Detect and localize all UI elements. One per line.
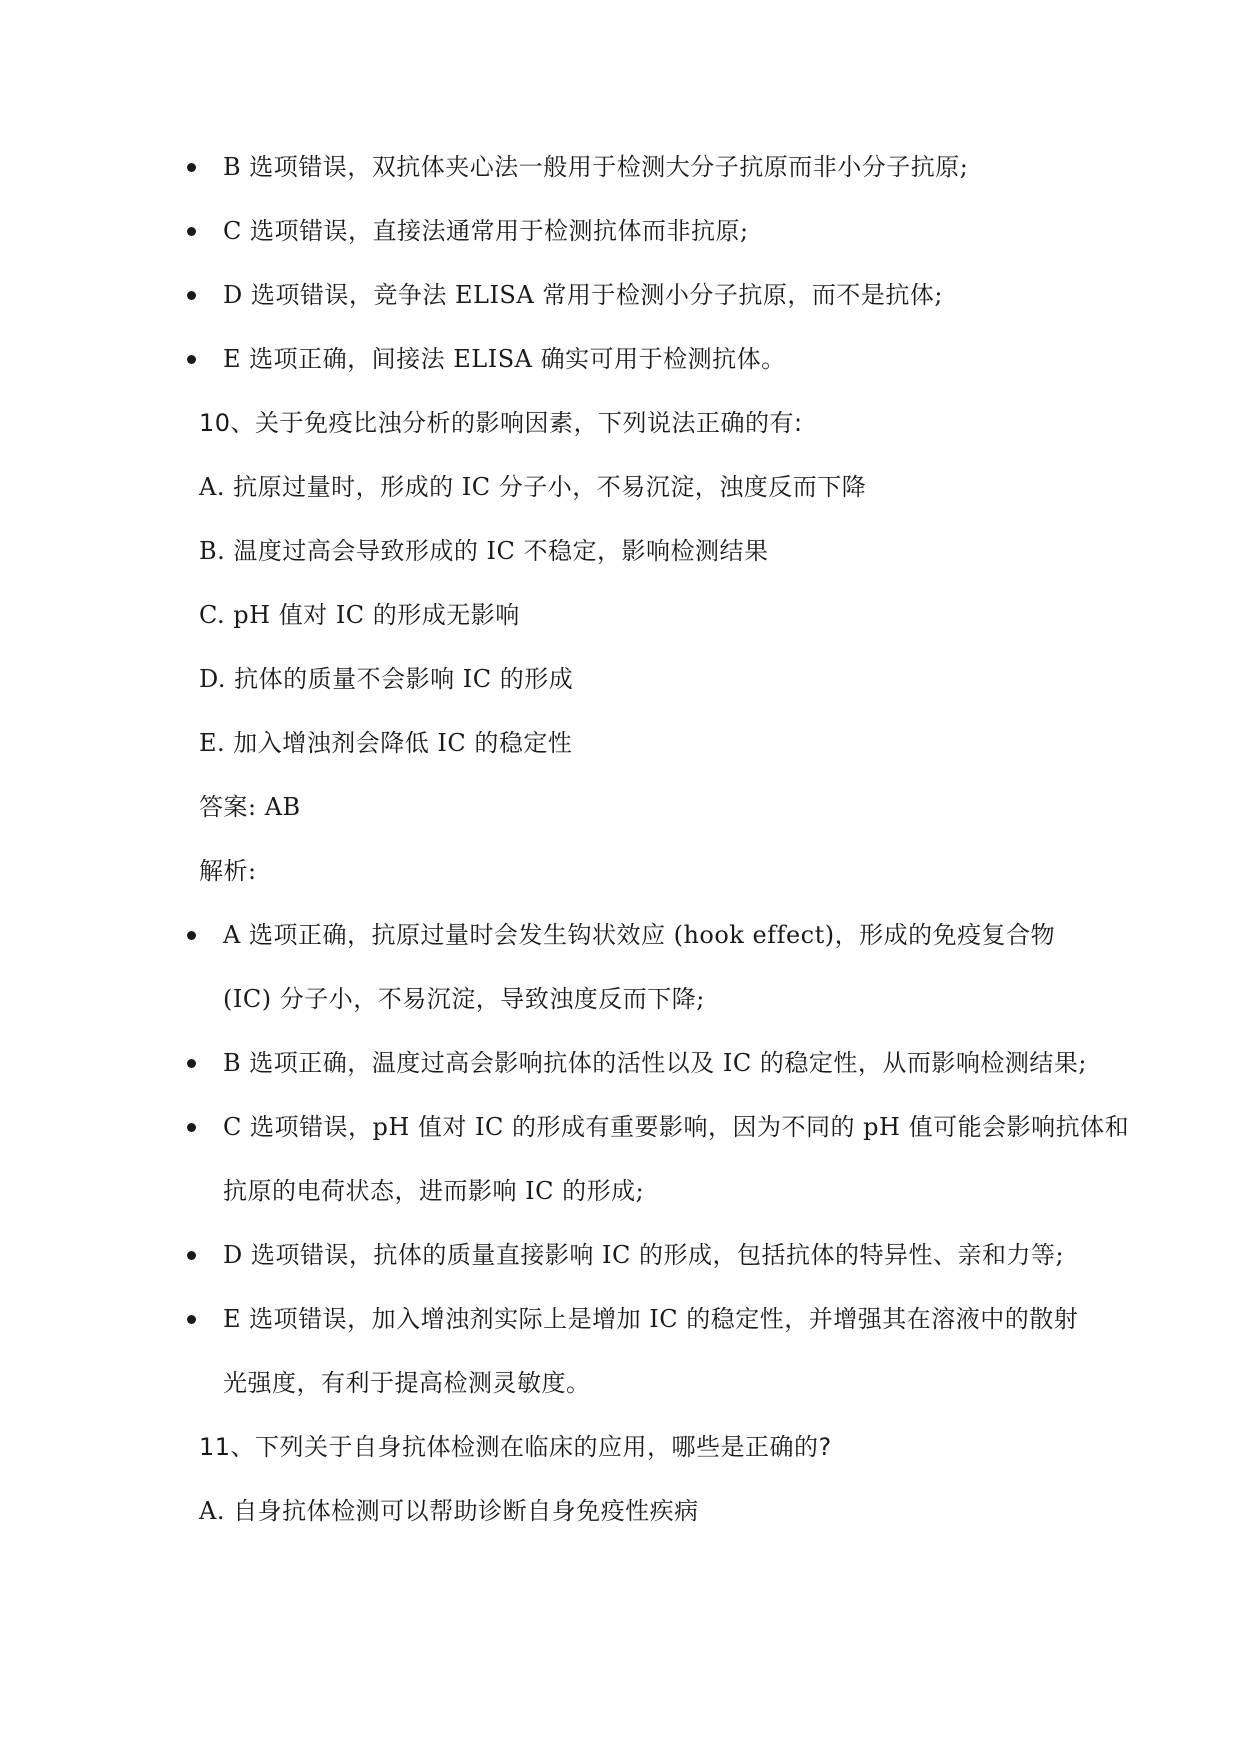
question-title: 10、关于免疫比浊分析的影响因素，下列说法正确的有: [199, 409, 803, 437]
bullet-line: D 选项错误，抗体的质量直接影响 IC 的形成，包括抗体的特异性、亲和力等; [223, 1238, 1064, 1272]
bullet-line: D 选项错误，竞争法 ELISA 常用于检测小分子抗原，而不是抗体; [223, 278, 943, 312]
option-b: B. 温度过高会导致形成的 IC 不稳定，影响检测结果 [199, 537, 769, 565]
option-d: D. 抗体的质量不会影响 IC 的形成 [199, 665, 574, 693]
bullet-line: B 选项错误，双抗体夹心法一般用于检测大分子抗原而非小分子抗原; [223, 150, 968, 184]
bullet-line: C 选项错误，直接法通常用于检测抗体而非抗原; [223, 214, 749, 248]
analysis-heading: 解析: [199, 857, 257, 885]
option-a: A. 抗原过量时，形成的 IC 分子小，不易沉淀，浊度反而下降 [199, 473, 867, 501]
bullet-line: C 选项错误，pH 值对 IC 的形成有重要影响，因为不同的 pH 值可能会影响抗体和 [223, 1110, 1129, 1144]
bullet-continuation: 光强度，有利于提高检测灵敏度。 [223, 1369, 591, 1397]
option-e: E. 加入增浊剂会降低 IC 的稳定性 [199, 729, 573, 757]
bullet-continuation: (IC) 分子小，不易沉淀，导致浊度反而下降; [223, 985, 705, 1013]
bullet-line: B 选项正确，温度过高会影响抗体的活性以及 IC 的稳定性，从而影响检测结果; [223, 1046, 1087, 1080]
option-a: A. 自身抗体检测可以帮助诊断自身免疫性疾病 [199, 1497, 699, 1525]
question-title: 11、下列关于自身抗体检测在临床的应用，哪些是正确的? [199, 1433, 832, 1461]
bullet-continuation: 抗原的电荷状态，进而影响 IC 的形成; [223, 1177, 645, 1205]
bullet-line: E 选项错误，加入增浊剂实际上是增加 IC 的稳定性，并增强其在溶液中的散射 [223, 1302, 1078, 1336]
option-c: C. pH 值对 IC 的形成无影响 [199, 601, 520, 629]
bullet-line: A 选项正确，抗原过量时会发生钩状效应 (hook effect)，形成的免疫复合物 [223, 918, 1055, 952]
bullet-line: E 选项正确，间接法 ELISA 确实可用于检测抗体。 [223, 342, 786, 376]
answer-line: 答案: AB [199, 793, 301, 821]
